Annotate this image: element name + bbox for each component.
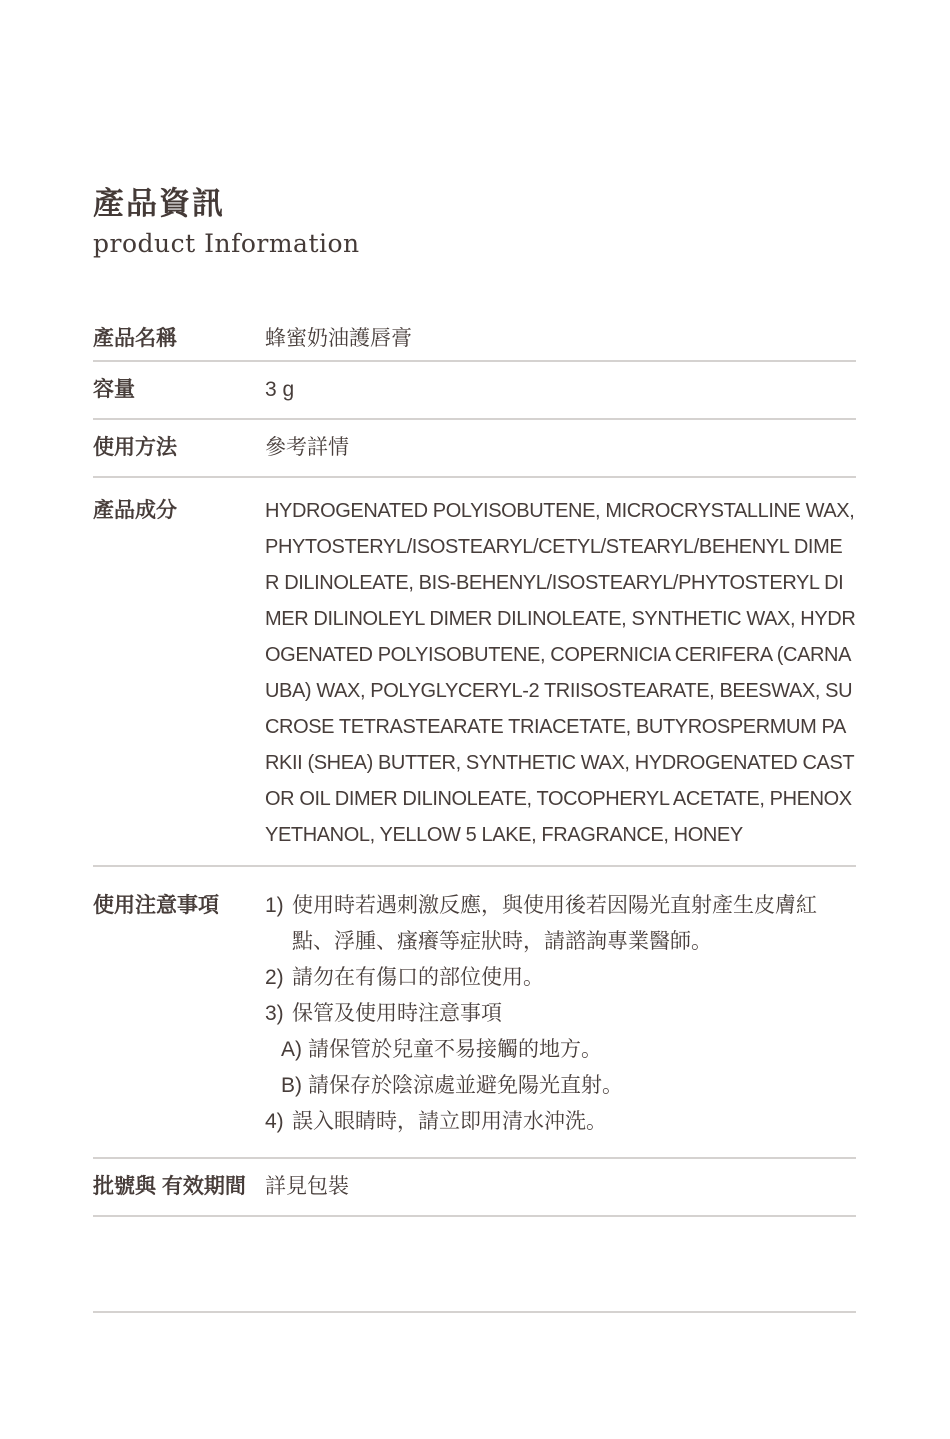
row-label: 產品名稱 — [93, 326, 177, 350]
precaution-number: 1) — [265, 893, 284, 917]
row-label: 容量 — [93, 377, 135, 401]
row-label: 產品成分 — [93, 498, 177, 522]
precaution-number: 3) — [265, 1001, 284, 1025]
table-row-ingredients — [93, 478, 856, 867]
page-subtitle: product Information — [93, 229, 360, 259]
page-title: 產品資訊 — [93, 186, 225, 221]
table-row-product-name — [93, 318, 856, 362]
precaution-text: 請保管於兒童不易接觸的地方。 — [308, 1037, 602, 1061]
row-label: 使用方法 — [93, 435, 177, 459]
table-row-batch-expiry — [93, 1217, 856, 1313]
precaution-item — [265, 1068, 856, 1104]
row-value: 詳見包裝 — [265, 1174, 349, 1198]
precaution-number: 4) — [265, 1109, 284, 1133]
precaution-text: 誤入眼睛時，請立即用清水沖洗。 — [292, 1109, 607, 1133]
precaution-list — [265, 888, 856, 1140]
precaution-number: A) — [281, 1037, 302, 1061]
row-value: 參考詳情 — [265, 435, 349, 459]
row-label: 批號與 有效期間 — [93, 1174, 246, 1198]
precaution-text: 使用時若遇刺激反應，與使用後若因陽光直射產生皮膚紅點、浮腫、瘙癢等症狀時，請諮詢專業醫師。 — [292, 893, 817, 953]
precaution-number: 2) — [265, 965, 284, 989]
ingredients-text: HYDROGENATED POLYISOBUTENE, MICROCRYSTALLINE WAX, PHYTOSTERYL/ISOSTEARYL/CETYL/STEARYL/BEHENYL DIMER DILINOLEATE, BIS-BEHENYL/ISOSTEARYL/PHYTOSTERYL DIMER DILINOLEYL DIMER DILINOLEATE, SYNTHETIC WAX, HYDROGENATED POLYISOBUTENE, COPERNICIA CERIFERA (CARNAUBA) WAX, POLYGLYCERYL-2 TRIISOSTEARATE, BEESWAX, SUCROSE TETRASTEARATE TRIACETATE, BUTYROSPERMUM PARKII (SHEA) BUTTER, SYNTHETIC WAX, HYDROGENATED CASTOR OIL DIMER DILINOLEATE, TOCOPHERYL ACETATE, PHENOXYETHANOL, YELLOW 5 LAKE, FRAGRANCE, HONEY — [265, 499, 856, 846]
precaution-text: 請勿在有傷口的部位使用。 — [292, 965, 544, 989]
precaution-number: B) — [281, 1073, 302, 1097]
table-row-capacity — [93, 362, 856, 420]
table-row-precautions — [93, 867, 856, 1159]
table-row-origin — [93, 1159, 856, 1217]
precaution-item — [265, 1104, 856, 1140]
row-value: 3 g — [265, 377, 295, 401]
table-row-usage-method — [93, 420, 856, 478]
precaution-item — [265, 888, 856, 960]
precaution-text: 保管及使用時注意事項 — [292, 1001, 502, 1025]
precaution-item — [265, 960, 856, 996]
row-label: 使用注意事項 — [93, 893, 219, 917]
precaution-item — [265, 996, 856, 1032]
row-value: 蜂蜜奶油護唇膏 — [265, 326, 412, 350]
content-area — [93, 185, 856, 1313]
product-info-table — [93, 318, 856, 1313]
precaution-item — [265, 1032, 856, 1068]
precaution-text: 請保存於陰涼處並避免陽光直射。 — [308, 1073, 623, 1097]
